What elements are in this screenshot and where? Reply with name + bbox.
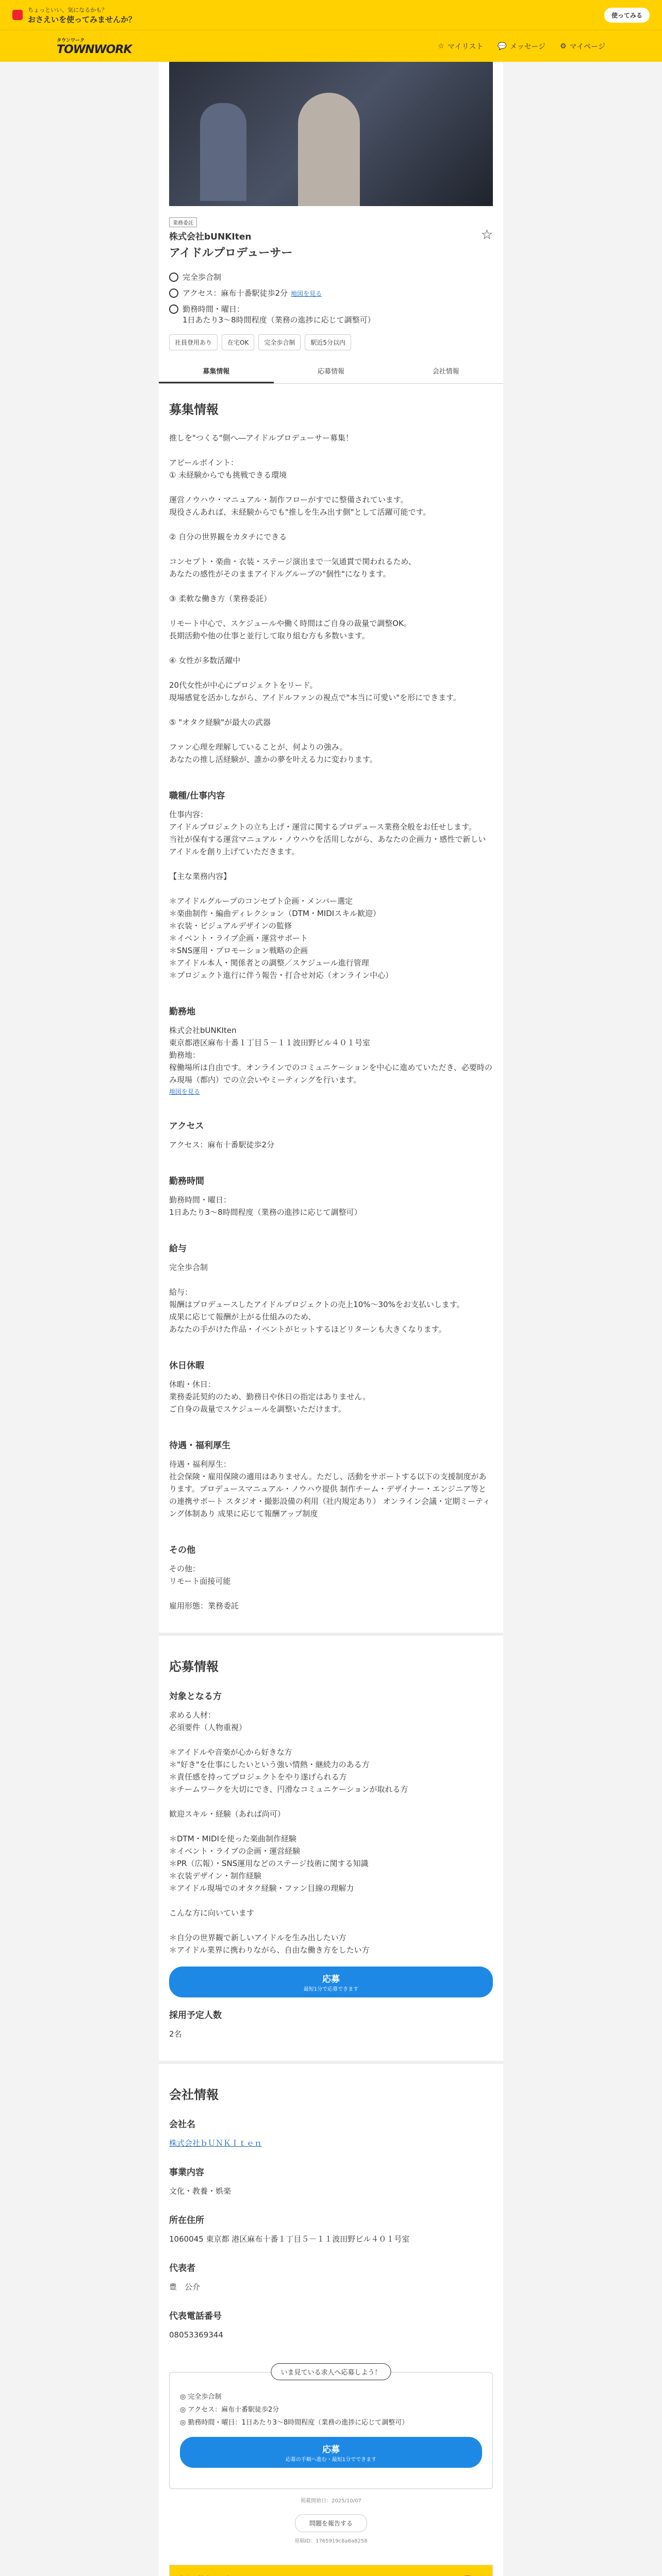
section-divider [159, 1633, 503, 1636]
summary-item: ◎ アクセス：麻布十番駅徒歩2分 [180, 2406, 279, 2414]
job-title: アイドルプロデューサー [169, 247, 293, 260]
banner-small-text: ちょっといい、気になるかも？ [28, 6, 107, 13]
posted-date: 掲載開始日：2025/10/07 [301, 2498, 361, 2504]
location-text: 株式会社bUNKIten 東京都港区麻布十番１丁目５－１１波田野ビル４０１号室 勤務地： 稼働場所は自由です。オンラインでのコミュニケーションを中心に進めていただき、必要時のみ現場（都内）での立会いやミーティングを行います。 [169, 1026, 492, 1084]
access-text: アクセス：麻布十番駅徒歩2分 [169, 1140, 275, 1149]
app-banner [0, 0, 662, 30]
apply-summary-card [169, 2369, 493, 2489]
hours-title: 勤務時間 [169, 1176, 204, 1187]
holiday-text: 休暇・休日： 業務委託契約のため、勤務日や休日の指定はありません。 ご自身の裁量でスケジュールを調整いただけます。 [169, 1380, 371, 1414]
rep-title: 代表者 [169, 2263, 195, 2274]
meta-access: アクセス：麻布十番駅徒歩2分 地図を見る [169, 287, 493, 298]
report-button[interactable]: 問題を報告する [295, 2514, 367, 2532]
meta-hours: 勤務時間・曜日： 1日あたり3〜8時間程度（業務の進捗に応じて調整可） [169, 303, 493, 325]
holiday-title: 休日休暇 [169, 1361, 204, 1371]
nav-mypage[interactable]: ⚙ マイページ [559, 42, 605, 51]
tab-apply[interactable]: 応募情報 [318, 368, 345, 376]
yen-icon [169, 273, 178, 282]
other-title: その他 [169, 1545, 195, 1555]
access-title: アクセス [169, 1121, 204, 1131]
address-text: 1060045 東京都 港区麻布十番１丁目５－１１波田野ビル４０１号室 [169, 2234, 410, 2244]
recruit-intro: 推しを"つくる"側へ―アイドルプロデューサー募集！ アピールポイント： ① 未経験からでも挑戦できる環境 運営ノウハウ・マニュアル・制作フローがすでに整備されています。 現役さんあれば、未経験からでも"推しを生み出す側"として活躍可能です。 ② 自分の世界観をカタチにできる コンセプト・楽曲・衣装・ステージ演出まで一気通貫で関われるため、 あなたの感性がそのままアイドルグループの"個性"になります。 ③ 柔軟な働き方（業務委託） リモート中心で、スケジュールや働く時間はご自身の裁量で調整OK。 長期活動や他の仕事と並行して取り組む方も多数います。 ④ 女性が多数活躍中 20代女性が中心にプロジェクトをリード。 現場感覚を活かしながら、アイドルファンの視点で"本当に可愛い"を形にできます。 ⑤ "オタク経験"が最大の武器 ファン心理を理解していることが、何よりの強み。 あなたの推し活経験が、誰かの夢を叶える力に変わります。 [169, 433, 461, 764]
tab-recruit[interactable]: 募集情報 [159, 360, 274, 383]
company-name: 株式会社bUNKIten [169, 232, 252, 242]
target-text: 求める人材： 必須要件（人物重視） ＊アイドルや音楽が心から好きな方 ＊"好き"を仕事にしたいという強い情熱・継続力のある方 ＊責任感を持ってプロジェクトをやり遂げられる方 ＊チームワークを大切にでき、円滑なコミュニケーションが取れる方 歓迎スキル・経験（あれば尚可） ＊DTM・MIDIを使った楽曲制作経験 ＊イベント・ライブの企画・運営経験 ＊PR（広報）・SNS運用などのステージ技術に関する知識 ＊衣装デザイン・制作経験 ＊アイドル現場でのオタク経験・ファン目線の理解力 こんな方に向いています ＊自分の世界観で新しいアイドルを生み出したい方 ＊アイドル業界に携わりながら、自由な働き方をしたい方 [169, 1710, 408, 1955]
favorite-star-icon[interactable]: ☆ [481, 227, 493, 243]
recruit-heading: 募集情報 [169, 402, 219, 417]
summary-item: ◎ 完全歩合制 [180, 2393, 222, 2401]
company-heading: 会社情報 [169, 2088, 219, 2102]
company-name-link[interactable]: 株式会社ｂＵＮＫＩｔｅｎ [169, 2139, 262, 2148]
benefits-title: 待遇・福利厚生 [169, 1440, 230, 1451]
business-text: 文化・教養・娯楽 [169, 2187, 231, 2196]
address-title: 所在住所 [169, 2215, 204, 2226]
area-survey [169, 2565, 493, 2576]
phone-title: 代表電話番号 [169, 2311, 222, 2321]
feature-chip: 駅近5分以内 [305, 334, 351, 350]
rep-text: 豊 公介 [169, 2282, 201, 2292]
nav-message[interactable]: 💬 メッセージ [498, 42, 545, 51]
chat-icon: 💬 [498, 42, 507, 50]
apply-bubble: いま見ている求人へ応募しよう！ [271, 2363, 391, 2380]
header-nav [438, 41, 605, 52]
target-title: 対象となる方 [169, 1691, 222, 1702]
summary-item: ◎ 勤務時間・曜日：1日あたり3〜8時間程度（業務の進捗に応じて調整可） [180, 2419, 409, 2427]
section-divider [159, 2061, 503, 2064]
job-detail [159, 62, 503, 2576]
location-map-link[interactable]: 地図を見る [169, 1088, 201, 1095]
pay-title: 給与 [169, 1244, 187, 1254]
apply-heading: 応募情報 [169, 1659, 219, 1674]
gear-icon: ⚙ [559, 42, 567, 50]
feature-chip: 在宅OK [222, 334, 254, 350]
apply-button[interactable]: 応募 応募の手順へ進む・最短1分でできます [180, 2437, 482, 2468]
duties-title: 職種/仕事内容 [169, 791, 225, 801]
feature-chip: 完全歩合制 [258, 334, 301, 350]
pay-text: 完全歩合制 給与： 報酬はプロデュースしたアイドルプロジェクトの売上10%〜30%をお支払いします。 成果に応じて報酬が上がる仕組みのため、 あなたの手がけた作品・イベントがヒットするほどリターンも大きくなります。 [169, 1263, 465, 1334]
count-title: 採用予定人数 [169, 2010, 222, 2021]
site-logo[interactable]: タウンワーク TOWNWORK [57, 38, 132, 56]
other-text: その他： リモート面接可能 雇用形態：業務委託 [169, 1564, 239, 1611]
site-header [0, 30, 662, 62]
location-title: 勤務地 [169, 1007, 195, 1017]
count-text: 2名 [169, 2029, 182, 2039]
location-icon [169, 289, 178, 298]
star-icon: ☆ [438, 42, 444, 50]
feature-chips [169, 334, 493, 350]
hours-text: 勤務時間・曜日： 1日あたり3〜8時間程度（業務の進捗に応じて調整可） [169, 1195, 362, 1217]
job-photo [169, 62, 493, 206]
app-icon [12, 10, 23, 20]
phone-text: 08053369344 [169, 2330, 223, 2340]
meta-pay: 完全歩合制 [169, 272, 493, 282]
job-id: 原稿ID：1765919c8a6a8258 [294, 2538, 368, 2544]
benefits-text: 待遇・福利厚生： 社会保険・雇用保険の適用はありません。ただし、活動をサポートする以下の支援制度があります。プロデュースマニュアル・ノウハウ提供 制作チーム・デザイナー・エンジニア等との連携サポート スタジオ・撮影設備の利用（社内規定あり） オンライン会議・定期ミーティング体制あり 成果に応じて報酬アップ制度 [169, 1460, 490, 1518]
banner-title: おさえいを使ってみませんか？ [28, 14, 137, 24]
clock-icon [169, 304, 178, 314]
company-name-title: 会社名 [169, 2120, 195, 2130]
tab-company[interactable]: 会社情報 [432, 368, 459, 376]
duties-text: 仕事内容： アイドルプロジェクトの立ち上げ・運営に関するプロデュース業務全般をお任せします。 当社が保有する運営マニュアル・ノウハウを活用しながら、あなたの企画力・感性で新しいアイドルを創り上げていただきます。 【主な業務内容】 ＊アイドルグループのコンセプト企画・メンバー選定 ＊楽曲制作・編曲ディレクション（DTM・MIDIスキル歓迎） ＊衣装・ビジュアルデザインの監修 ＊イベント・ライブ企画・運営サポート ＊SNS運用・プロモーション戦略の企画 ＊アイドル本人・関係者との調整／スケジュール進行管理 ＊プロジェクト進行に伴う報告・打合せ対応（オンライン中心） [169, 810, 486, 980]
survey-lead [178, 2573, 484, 2576]
section-tabs [159, 360, 503, 384]
nav-mylist[interactable]: ☆ マイリスト [438, 42, 484, 51]
apply-button-sticky[interactable]: 応募 最短1分で応募できます [169, 1967, 493, 1997]
banner-try-button[interactable]: 使ってみる [604, 8, 650, 23]
map-link[interactable]: 地図を見る [291, 290, 322, 297]
feature-chip: 社員登用あり [169, 334, 218, 350]
business-title: 事業内容 [169, 2167, 204, 2178]
employment-type-tag: 業務委託 [169, 217, 197, 227]
